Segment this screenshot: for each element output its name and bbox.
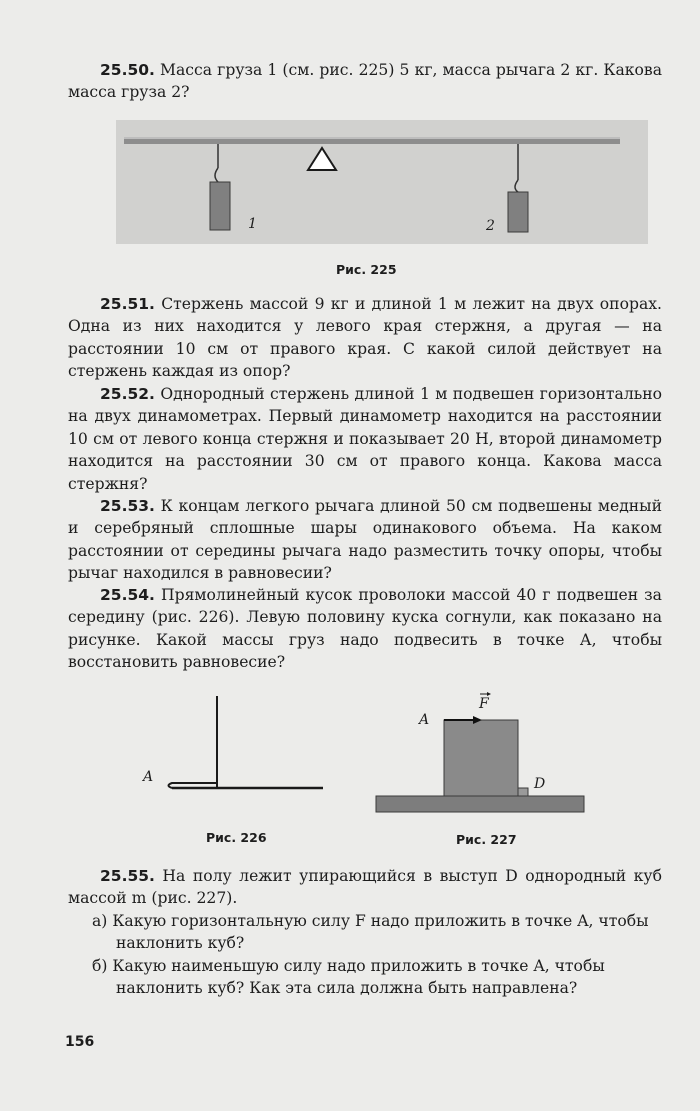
problem-number: 25.52.	[100, 385, 155, 403]
problem-number: 25.50.	[100, 61, 155, 79]
problem-text: Масса груза 1 (см. рис. 225) 5 кг, масса рычага 2 кг. Какова масса груза 2?	[68, 61, 662, 102]
problem-text: К концам легкого рычага длиной 50 см подвешены медный и серебряный сплошные шары одинакового объема. На каком расстоянии от середины рычага надо разместить точку опоры, чтобы рычаг находился в равновесии?	[68, 497, 662, 583]
problem-number: 25.55.	[100, 867, 155, 885]
problem-text: Стержень массой 9 кг и длиной 1 м лежит на двух опорах. Одна из них находится у левого края стержня, а другая — на расстоянии 10 см от правого края. С какой силой действует на стержень каждая из опор?	[68, 295, 662, 381]
page-number: 156	[65, 1034, 95, 1050]
figure-227-cube	[370, 688, 590, 818]
problem-25-55-part-b: б) Какую наименьшую силу надо приложить в точке A, чтобы наклонить куб? Как эта сила должна быть направлена?	[92, 957, 605, 998]
problem-25-53	[68, 495, 662, 585]
problem-25-54	[68, 584, 662, 674]
figure-226-wire	[140, 690, 330, 800]
problem-number: 25.51.	[100, 295, 155, 313]
problem-25-50	[68, 59, 662, 104]
weight-1-label: 1	[248, 216, 257, 232]
problem-25-51	[68, 293, 662, 383]
figure-227-caption: Рис. 227	[456, 832, 517, 847]
figure-225-lever	[116, 120, 648, 244]
figure-225-caption: Рис. 225	[336, 262, 397, 277]
force-f-label: F	[479, 696, 489, 712]
weight-2-label: 2	[486, 218, 495, 234]
problem-number: 25.54.	[100, 586, 155, 604]
problem-25-55-part-a: а) Какую горизонтальную силу F надо приложить в точке A, чтобы наклонить куб?	[92, 912, 649, 953]
point-a-label: A	[143, 769, 154, 785]
ledge-d-label: D	[534, 776, 546, 792]
problem-text: Прямолинейный кусок проволоки массой 40 г подвешен за середину (рис. 226). Левую половину куска согнули, как показано на рисунке. Какой массы груз надо подвесить в точке А, чтобы восстановить равновесие?	[68, 586, 662, 672]
problem-text: На полу лежит упирающийся в выступ D однородный куб массой m (рис. 227).	[68, 867, 662, 908]
problem-25-52	[68, 383, 662, 495]
problem-25-55	[68, 865, 662, 910]
problem-number: 25.53.	[100, 497, 155, 515]
point-a-label: A	[419, 712, 430, 728]
figure-226-caption: Рис. 226	[206, 830, 267, 845]
problem-text: Однородный стержень длиной 1 м подвешен горизонтально на двух динамометрах. Первый динамометр находится на расстоянии 10 см от левого конца стержня и показывает 20 Н, второй динамометр находится на расстоянии 30 см от правого конца. Какова масса стержня?	[68, 385, 663, 493]
